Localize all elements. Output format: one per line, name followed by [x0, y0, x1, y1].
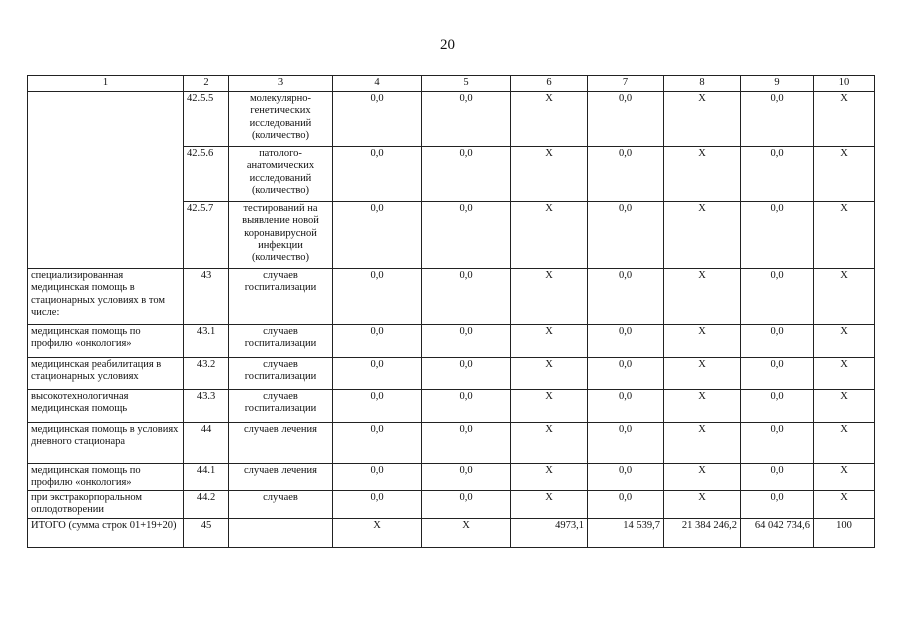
column-header: 2	[184, 76, 229, 92]
cell-col9: 0,0	[741, 269, 814, 325]
cell-col10: X	[814, 147, 875, 202]
table-row	[28, 423, 875, 464]
cell-col9: 0,0	[741, 464, 814, 491]
cell-col7: 0,0	[588, 92, 664, 147]
row-code: 44.2	[184, 491, 229, 519]
column-header: 8	[664, 76, 741, 92]
column-header: 9	[741, 76, 814, 92]
cell-col6: X	[511, 325, 588, 358]
row-unit: тестирований на выявление новой коронавирусной инфекции (количество)	[229, 202, 333, 269]
page-number: 20	[440, 37, 455, 53]
row-code: 43.1	[184, 325, 229, 358]
row-code: 43.3	[184, 390, 229, 423]
total-row	[28, 519, 875, 548]
cell-col5: 0,0	[422, 325, 511, 358]
cell-col4: 0,0	[333, 92, 422, 147]
row-label: медицинская реабилитация в стационарных условиях	[28, 358, 184, 390]
cell-col7: 0,0	[588, 147, 664, 202]
cell-col8: X	[664, 464, 741, 491]
row-unit: случаев госпитализации	[229, 325, 333, 358]
row-unit: случаев госпитализации	[229, 269, 333, 325]
cell-col5: 0,0	[422, 423, 511, 464]
cell-col10: X	[814, 464, 875, 491]
cell-col9: 0,0	[741, 390, 814, 423]
cell-col4: 0,0	[333, 464, 422, 491]
row-unit: случаев госпитализации	[229, 390, 333, 423]
row-label: медицинская помощь по профилю «онкология»	[28, 464, 184, 491]
row-label: специализированная медицинская помощь в стационарных условиях в том числе:	[28, 269, 184, 325]
row-code: 44.1	[184, 464, 229, 491]
cell-col9: 0,0	[741, 358, 814, 390]
total-label: ИТОГО (сумма строк 01+19+20)	[28, 519, 184, 548]
cell-col7: 0,0	[588, 202, 664, 269]
cell-col4: 0,0	[333, 358, 422, 390]
cell-col8: X	[664, 423, 741, 464]
cell-col9: 64 042 734,6	[741, 519, 814, 548]
table-row	[28, 464, 875, 491]
row-code: 43.2	[184, 358, 229, 390]
cell-col9: 0,0	[741, 92, 814, 147]
row-label: медицинская помощь в условиях дневного стационара	[28, 423, 184, 464]
cell-col6: X	[511, 269, 588, 325]
column-header: 4	[333, 76, 422, 92]
row-unit: случаев госпитализации	[229, 358, 333, 390]
cell-col10: X	[814, 325, 875, 358]
row-label-merged	[28, 92, 184, 269]
cell-col8: X	[664, 325, 741, 358]
row-unit: молекулярно-генетических исследований (количество)	[229, 92, 333, 147]
cell-col6: X	[511, 147, 588, 202]
cell-col5: 0,0	[422, 464, 511, 491]
cell-col5: 0,0	[422, 390, 511, 423]
cell-col10: X	[814, 358, 875, 390]
table-row	[28, 325, 875, 358]
cell-col7: 0,0	[588, 390, 664, 423]
cell-col9: 0,0	[741, 147, 814, 202]
cell-col9: 0,0	[741, 325, 814, 358]
cell-col6: X	[511, 358, 588, 390]
cell-col7: 0,0	[588, 269, 664, 325]
table-row	[28, 269, 875, 325]
row-unit: случаев лечения	[229, 464, 333, 491]
row-code: 45	[184, 519, 229, 548]
cell-col6: X	[511, 464, 588, 491]
table-row	[28, 390, 875, 423]
row-unit: случаев лечения	[229, 423, 333, 464]
cell-col4: 0,0	[333, 325, 422, 358]
cell-col10: X	[814, 269, 875, 325]
cell-col6: X	[511, 390, 588, 423]
cell-col7: 14 539,7	[588, 519, 664, 548]
row-code: 42.5.5	[184, 92, 229, 147]
cell-col5: 0,0	[422, 92, 511, 147]
cell-col5: 0,0	[422, 491, 511, 519]
table-row	[28, 491, 875, 519]
cell-col7: 0,0	[588, 325, 664, 358]
cell-col8: X	[664, 390, 741, 423]
cell-col10: X	[814, 390, 875, 423]
cell-col9: 0,0	[741, 491, 814, 519]
row-code: 42.5.6	[184, 147, 229, 202]
row-unit: патолого-анатомических исследований (количество)	[229, 147, 333, 202]
cell-col6: X	[511, 202, 588, 269]
row-label: при экстракорпоральном оплодотворении	[28, 491, 184, 519]
header-row	[28, 76, 875, 92]
cell-col5: 0,0	[422, 358, 511, 390]
cell-col4: 0,0	[333, 423, 422, 464]
cell-col9: 0,0	[741, 423, 814, 464]
cell-col7: 0,0	[588, 464, 664, 491]
cell-col8: X	[664, 92, 741, 147]
row-code: 44	[184, 423, 229, 464]
column-header: 3	[229, 76, 333, 92]
row-unit	[229, 519, 333, 548]
cell-col8: X	[664, 269, 741, 325]
cell-col4: 0,0	[333, 202, 422, 269]
column-header: 6	[511, 76, 588, 92]
cell-col6: X	[511, 92, 588, 147]
column-header: 10	[814, 76, 875, 92]
cell-col8: X	[664, 358, 741, 390]
cell-col10: X	[814, 491, 875, 519]
cell-col8: X	[664, 147, 741, 202]
cell-col6: X	[511, 423, 588, 464]
cell-col7: 0,0	[588, 491, 664, 519]
cell-col6: X	[511, 491, 588, 519]
cell-col5: X	[422, 519, 511, 548]
cell-col10: 100	[814, 519, 875, 548]
cell-col4: 0,0	[333, 269, 422, 325]
row-label: высокотехнологичная медицинская помощь	[28, 390, 184, 423]
cell-col8: X	[664, 202, 741, 269]
cell-col4: 0,0	[333, 147, 422, 202]
cell-col5: 0,0	[422, 147, 511, 202]
cell-col4: X	[333, 519, 422, 548]
cell-col4: 0,0	[333, 491, 422, 519]
cell-col7: 0,0	[588, 423, 664, 464]
cell-col7: 0,0	[588, 358, 664, 390]
cell-col4: 0,0	[333, 390, 422, 423]
column-header: 1	[28, 76, 184, 92]
cell-col8: 21 384 246,2	[664, 519, 741, 548]
cell-col10: X	[814, 202, 875, 269]
cell-col9: 0,0	[741, 202, 814, 269]
cell-col8: X	[664, 491, 741, 519]
column-header: 5	[422, 76, 511, 92]
cell-col6: 4973,1	[511, 519, 588, 548]
cell-col5: 0,0	[422, 269, 511, 325]
column-header: 7	[588, 76, 664, 92]
table-row	[28, 92, 875, 147]
cell-col10: X	[814, 92, 875, 147]
row-code: 43	[184, 269, 229, 325]
row-code: 42.5.7	[184, 202, 229, 269]
row-label: медицинская помощь по профилю «онкология»	[28, 325, 184, 358]
cell-col10: X	[814, 423, 875, 464]
table-row	[28, 358, 875, 390]
row-unit: случаев	[229, 491, 333, 519]
financing-table	[27, 75, 875, 548]
cell-col5: 0,0	[422, 202, 511, 269]
